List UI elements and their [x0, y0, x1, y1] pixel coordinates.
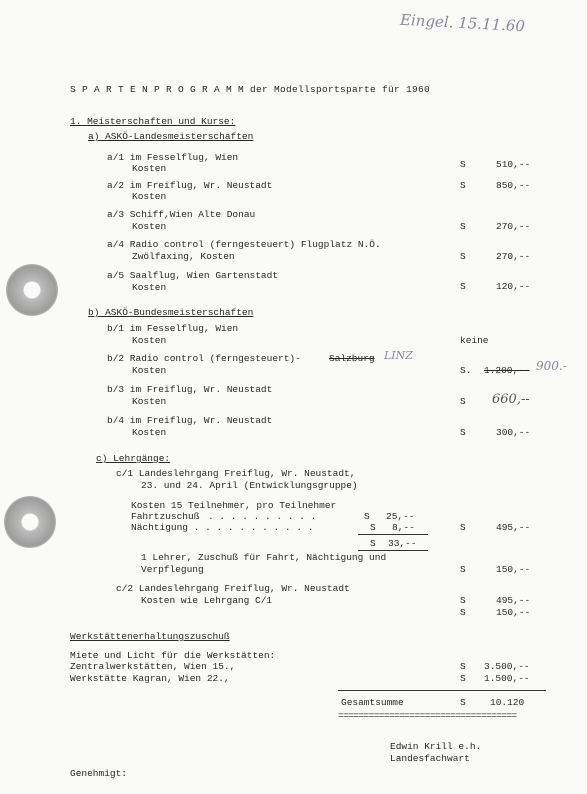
- item-amount: 270,--: [496, 221, 531, 232]
- c1-fahrt-label: Fahrtzuschuß: [131, 511, 200, 522]
- section-b-heading: b) ASKÖ-Bundesmeisterschaften: [88, 307, 254, 318]
- b1-sub: Kosten: [132, 335, 167, 346]
- werkstatt-row-1-label: Zentralwerkstätten, Wien 15.,: [70, 661, 236, 672]
- c1-total-amount: 495,--: [496, 522, 531, 533]
- c1-fahrt-amount: 25,--: [386, 511, 415, 522]
- item-sub: Kosten: [132, 191, 167, 202]
- c1-sum-rule: [358, 534, 428, 535]
- c2-amount-1: 495,--: [496, 595, 531, 606]
- item-label: a/2 im Freiflug, Wr. Neustadt: [107, 180, 273, 191]
- b1-amount: keine: [460, 335, 489, 346]
- item-label: a/3 Schiff,Wien Alte Donau: [107, 209, 256, 220]
- c1-sum-underline: [358, 550, 428, 551]
- item-amount: 270,--: [496, 251, 531, 262]
- c2-currency-1: S: [460, 595, 466, 606]
- b4-sub: Kosten: [132, 427, 167, 438]
- total-top-rule: [338, 690, 546, 691]
- section1-heading: 1. Meisterschaften und Kurse:: [70, 116, 236, 127]
- werkstatt-row-2-currency: S: [460, 673, 466, 684]
- c1-teacher-line2: Verpflegung: [141, 564, 204, 575]
- approval-label: Genehmigt:: [70, 768, 128, 779]
- c2-line2: Kosten wie Lehrgang C/1: [141, 595, 273, 606]
- werkstatt-row-1-currency: S: [460, 661, 466, 672]
- c1-teacher-currency: S: [460, 564, 466, 575]
- item-currency: S: [460, 281, 466, 292]
- item-sub: Kosten: [132, 282, 167, 293]
- c1-cost-line: Kosten 15 Teilnehmer, pro Teilnehmer: [131, 500, 337, 511]
- c1-sum-currency: S: [370, 538, 376, 549]
- section-c-heading: c) Lehrgänge:: [96, 453, 171, 464]
- punch-hole-bottom: [4, 496, 56, 548]
- item-amount: 850,--: [496, 180, 531, 191]
- item-currency: S: [460, 180, 466, 191]
- b3-hand-amount: 660,--: [492, 392, 530, 407]
- c1-fahrt-currency: S: [364, 511, 370, 522]
- c1-naecht-currency: S: [370, 522, 376, 533]
- c1-total-currency: S: [460, 522, 466, 533]
- c1-teacher-amount: 150,--: [496, 564, 531, 575]
- b2-label: b/2 Radio control (ferngesteuert)-: [107, 353, 301, 364]
- handwritten-date: Eingel. 15.11.60: [399, 10, 526, 36]
- signature-name: Edwin Krill e.h.: [390, 741, 482, 752]
- total-double-underline: ===================================: [338, 710, 517, 721]
- document-title: S P A R T E N P R O G R A M M der Modellsportsparte für 1960: [70, 84, 431, 95]
- b2-hand-place: LINZ: [384, 349, 413, 362]
- b4-label: b/4 im Freiflug, Wr. Neustadt: [107, 415, 273, 426]
- werkstatt-heading: Werkstättenerhaltungszuschuß: [70, 631, 230, 642]
- item-currency: S: [460, 221, 466, 232]
- werkstatt-row-2-label: Werkstätte Kagran, Wien 22.,: [70, 673, 230, 684]
- item-label: a/1 im Fesselflug, Wien: [107, 152, 239, 163]
- item-currency: S: [460, 251, 466, 262]
- c1-fahrt-dots: . . . . . . . . . .: [208, 511, 317, 522]
- werkstatt-line1: Miete und Licht für die Werkstätten:: [70, 650, 276, 661]
- b4-currency: S: [460, 427, 466, 438]
- c2-amount-2: 150,--: [496, 607, 531, 618]
- section-a-heading: a) ASKÖ-Landesmeisterschaften: [88, 131, 254, 142]
- b2-struck-amount: 1.200,--: [484, 365, 530, 376]
- item-amount: 120,--: [496, 281, 531, 292]
- total-currency: S: [460, 697, 466, 708]
- total-amount: 10.120: [490, 697, 525, 708]
- item-currency: S: [460, 159, 466, 170]
- c1-naecht-label: Nächtigung . . . . . . . . . . .: [131, 522, 314, 533]
- item-sub: Kosten: [132, 163, 167, 174]
- b2-hand-amount: 900.-: [536, 359, 567, 373]
- b2-struck-place: Salzburg: [329, 353, 375, 364]
- item-sub: Kosten: [132, 221, 167, 232]
- item-sub: Zwölfaxing, Kosten: [132, 251, 235, 262]
- c1-line1: c/1 Landeslehrgang Freiflug, Wr. Neustadt,: [116, 468, 356, 479]
- b2-currency: S.: [460, 365, 472, 376]
- c1-line2: 23. und 24. April (Entwicklungsgruppe): [141, 480, 358, 491]
- b1-label: b/1 im Fesselflug, Wien: [107, 323, 239, 334]
- b3-currency: S: [460, 396, 466, 407]
- item-label: a/5 Saalflug, Wien Gartenstadt: [107, 270, 279, 281]
- b3-sub: Kosten: [132, 396, 167, 407]
- c2-currency-2: S: [460, 607, 466, 618]
- werkstatt-row-1-amount: 3.500,--: [484, 661, 530, 672]
- c1-naecht-amount: 8,--: [392, 522, 415, 533]
- total-label: Gesamtsumme: [341, 697, 404, 708]
- punch-hole-top: [6, 264, 58, 316]
- b2-sub: Kosten: [132, 365, 167, 376]
- item-label: a/4 Radio control (ferngesteuert) Flugplatz N.Ö.: [107, 239, 381, 250]
- b4-amount: 300,--: [496, 427, 531, 438]
- c1-sum-amount: 33,--: [388, 538, 417, 549]
- b3-label: b/3 im Freiflug, Wr. Neustadt: [107, 384, 273, 395]
- signature-role: Landesfachwart: [390, 753, 470, 764]
- item-amount: 510,--: [496, 159, 531, 170]
- c2-line1: c/2 Landeslehrgang Freiflug, Wr. Neustadt: [116, 583, 350, 594]
- c1-teacher-line1: 1 Lehrer, Zuschuß für Fahrt, Nächtigung und: [141, 552, 387, 563]
- werkstatt-row-2-amount: 1.500,--: [484, 673, 530, 684]
